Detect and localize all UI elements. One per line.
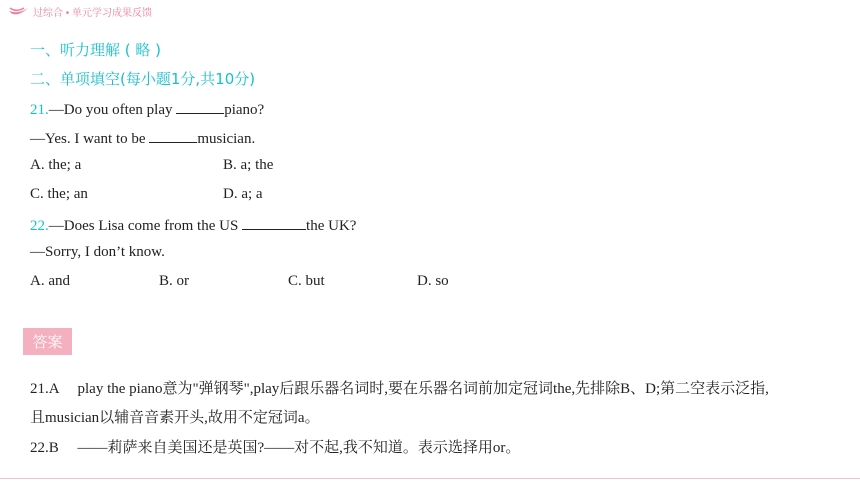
question-22-stem — [30, 215, 356, 235]
explanation-21-line-1: 21.A play the piano意为"弹钢琴",play后跟乐器名词时,要在乐器名词前加定冠词the,先排除B、D;第二空表示泛指, — [30, 381, 769, 397]
explanation-22: 22.B ——莉萨来自美国还是英国?——对不起,我不知道。表示选择用or。 — [30, 440, 521, 456]
header-bar — [8, 3, 152, 19]
question-21-blank-1 — [176, 99, 224, 114]
question-21-stem — [30, 99, 264, 119]
option-21-a: A. the; a — [30, 157, 82, 173]
option-21-b: B. a; the — [223, 157, 274, 173]
option-22-a: A. and — [30, 273, 70, 289]
question-21-reply-b: musician. — [197, 131, 256, 147]
question-22-blank — [242, 215, 306, 230]
option-21-c: C. the; an — [30, 186, 88, 202]
option-22-c: C. but — [288, 273, 325, 289]
option-22-b: B. or — [159, 273, 189, 289]
option-21-d: D. a; a — [223, 186, 263, 202]
question-21-reply-a: —Yes. I want to be — [30, 131, 150, 147]
section-single-choice-title: 二、单项填空(每小题1分,共10分) — [30, 70, 256, 88]
answer-badge: 答案 — [23, 328, 72, 355]
question-21-blank-2 — [149, 128, 197, 143]
explanation-21-line-2: 且musician以辅音音素开头,故用不定冠词a。 — [30, 410, 320, 426]
question-22-reply: —Sorry, I don’t know. — [30, 244, 165, 260]
question-21-text-a: —Do you often play — [48, 102, 177, 118]
question-22-text-b: the UK? — [306, 218, 357, 234]
question-22-number: 22. — [30, 218, 49, 234]
option-22-d: D. so — [417, 273, 449, 289]
section-listening-title: 一、听力理解 ( 略 ) — [30, 41, 162, 59]
brand-swoosh-icon — [8, 5, 30, 17]
question-21-text-b: piano? — [224, 102, 265, 118]
bottom-divider — [0, 478, 860, 479]
question-22-text-a: —Does Lisa come from the US — [48, 218, 243, 234]
question-21-reply — [30, 128, 255, 148]
breadcrumb: 过综合 • 单元学习成果反馈 — [33, 7, 153, 19]
question-21-number: 21. — [30, 102, 49, 118]
